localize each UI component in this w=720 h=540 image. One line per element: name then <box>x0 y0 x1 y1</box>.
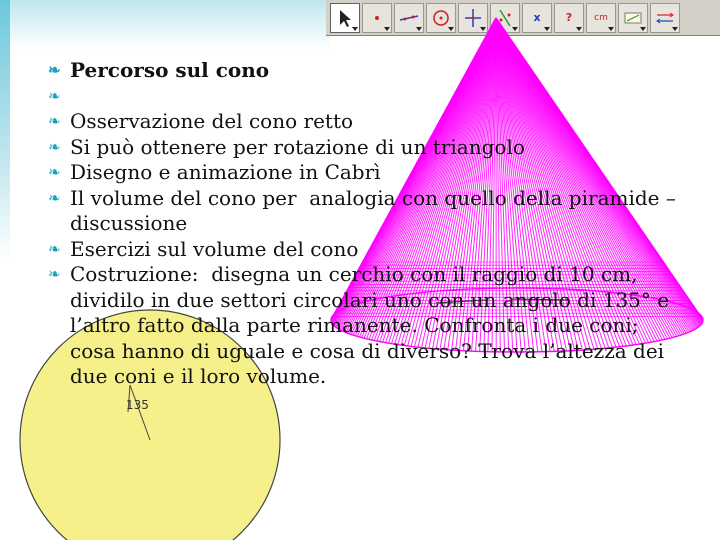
bullet-icon: ❧ <box>48 112 61 130</box>
bullet-item: ❧ Disegno e animazione in Cabrì <box>48 160 381 184</box>
bullet-icon: ❧ <box>48 61 61 79</box>
macro-icon: x <box>533 11 541 24</box>
bullet-item: ❧ Osservazione del cono retto <box>48 109 354 133</box>
bullet-icon: ❧ <box>48 188 61 207</box>
bullet-item: ❧ Il volume del cono per analogia con quello della piramide – discussione <box>48 185 683 235</box>
bullet-item <box>48 84 688 110</box>
question-icon: ? <box>565 11 573 24</box>
slide-bullet-list <box>48 58 688 390</box>
bullet-icon: ❧ <box>48 137 61 156</box>
bullet-item: ❧ Costruzione: disegna un cerchio con il raggio di 10 cm, dividilo in due settori circolari uno con un angolo di 135° e l’altro fatto dalla parte rimanente. Confronta i due coni; cosa hanno di uguale e cosa di diverso? Trova l’altezza dei due coni e il loro volume. <box>48 262 676 388</box>
bullet-icon: ❧ <box>48 239 61 258</box>
bullet-item: ❧ Si può ottenere per rotazione di un triangolo <box>48 134 525 159</box>
bullet-icon: ❧ <box>48 265 61 283</box>
bullet-icon: ❧ <box>48 86 61 105</box>
ruler-icon: cm <box>594 12 608 23</box>
bullet-item: ❧ Percorso sul cono <box>48 58 270 82</box>
angle-label: 135 <box>126 398 149 412</box>
bullet-item: ❧ Esercizi sul volume del cono <box>48 236 359 261</box>
bullet-icon: ❧ <box>48 163 61 181</box>
